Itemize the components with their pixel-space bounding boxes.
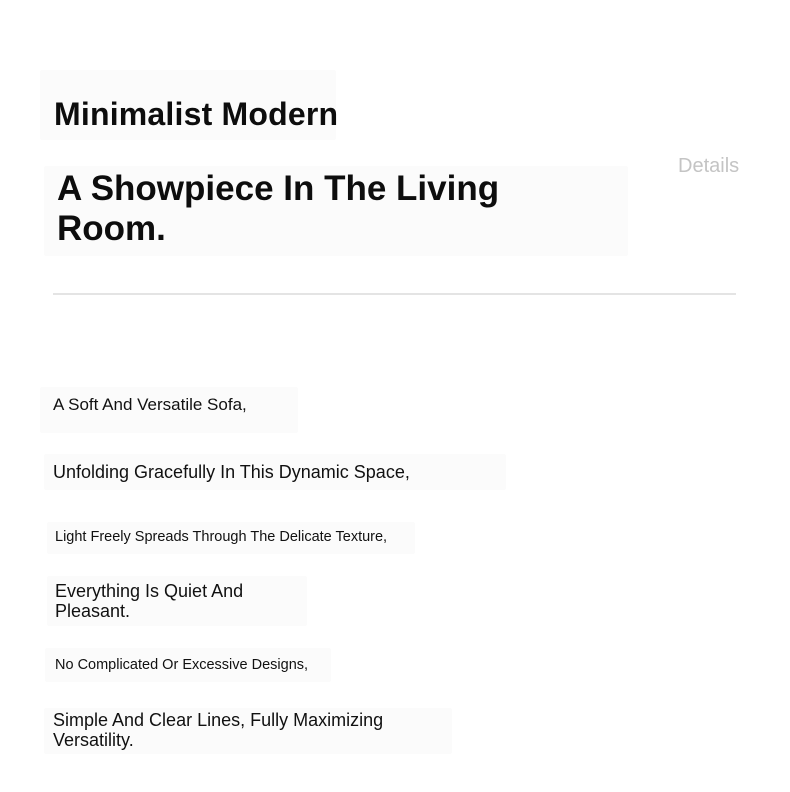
description-text: Everything Is Quiet And Pleasant. — [55, 581, 244, 621]
description-line-1 — [40, 387, 298, 433]
description-line-5 — [45, 648, 331, 682]
description-line-2 — [44, 454, 506, 490]
brand-block — [40, 70, 339, 140]
description-text: A Soft And Versatile Sofa, — [53, 395, 247, 414]
divider — [53, 293, 736, 295]
details-link[interactable]: Details — [678, 155, 740, 177]
description-line-3 — [47, 522, 415, 554]
headline-block — [44, 166, 628, 256]
description-text: Simple And Clear Lines, Fully Maximizing Versatility. — [53, 710, 384, 750]
description-text: No Complicated Or Excessive Designs, — [55, 657, 309, 673]
description-text: Unfolding Gracefully In This Dynamic Space, — [53, 462, 410, 482]
description-text: Light Freely Spreads Through The Delicate Texture, — [55, 529, 388, 545]
description-line-4 — [47, 576, 307, 626]
brand-title: Minimalist Modern — [54, 96, 339, 132]
page-headline: A Showpiece In The Living Room. — [57, 169, 500, 248]
description-line-6 — [44, 708, 452, 754]
